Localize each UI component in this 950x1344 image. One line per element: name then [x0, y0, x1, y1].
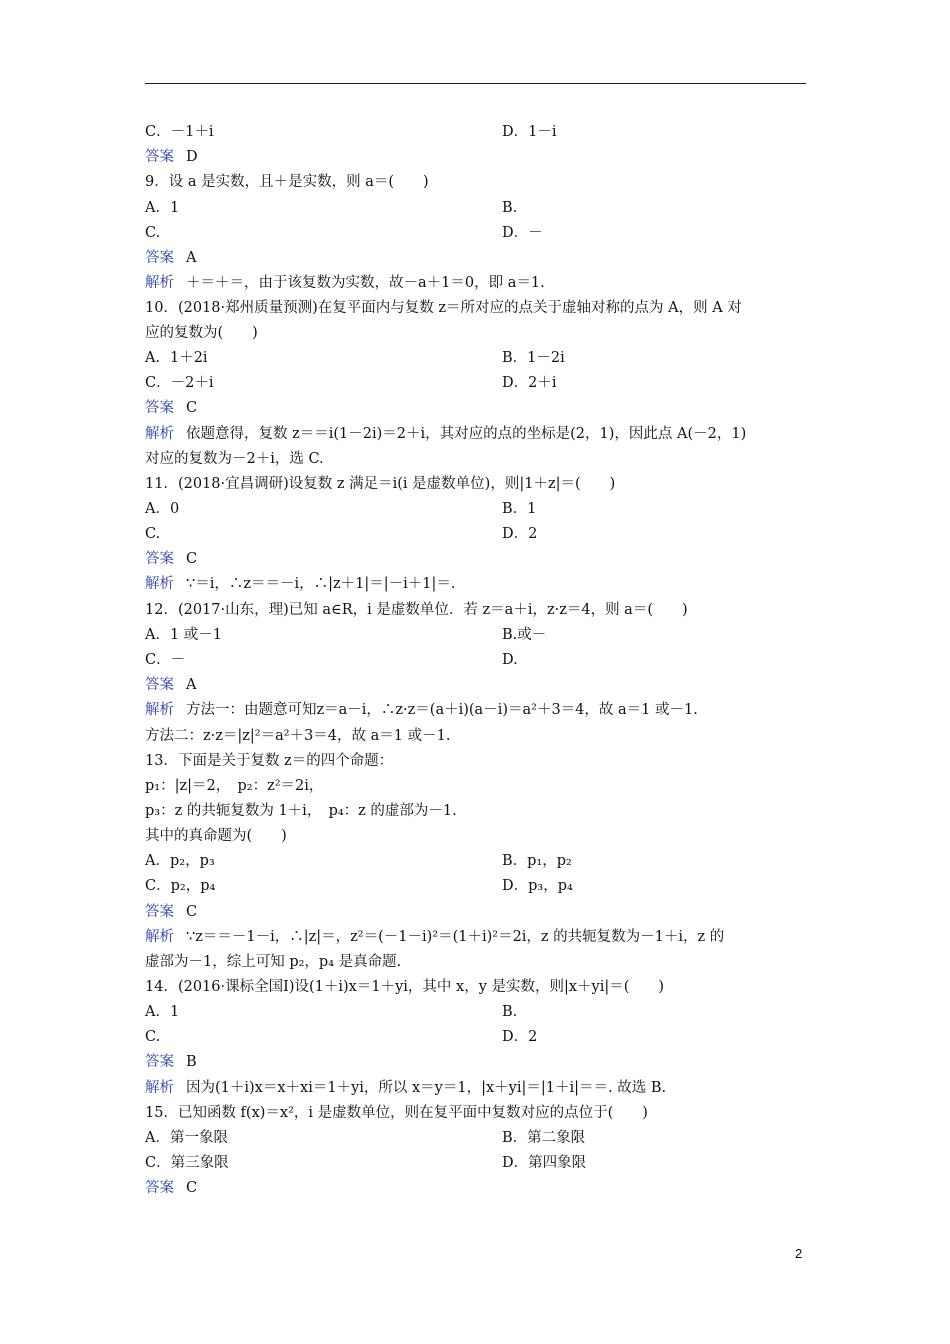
analysis-label: 解析	[145, 929, 174, 945]
option-right: D.	[502, 652, 518, 668]
text-line	[145, 549, 197, 569]
line-text: A．第一象限	[145, 1130, 228, 1146]
line-text: 因为(1＋i)x＝x＋xi＝1＋yi，所以 x＝y＝1，|x＋yi|＝|1＋i|＝＝. 故选 B.	[186, 1080, 667, 1096]
line-text: A	[186, 250, 197, 266]
analysis-label: 解析	[145, 275, 174, 291]
text-line	[145, 625, 547, 645]
text-line	[145, 323, 258, 343]
line-text: C.	[145, 1029, 161, 1045]
line-text: C	[186, 1180, 198, 1196]
line-text: 其中的真命题为( )	[145, 828, 287, 844]
option-right: B.	[502, 200, 518, 216]
text-line	[145, 675, 196, 695]
text-line	[145, 122, 557, 142]
text-line	[145, 776, 323, 796]
line-text: C.	[145, 225, 161, 241]
line-text: 14．(2016·课标全国Ⅰ)设(1＋i)x＝1＋yi，其中 x，y 是实数，则|x＋yi|＝( )	[145, 979, 665, 995]
answer-label: 答案	[145, 677, 174, 693]
line-text: A．1	[145, 1004, 180, 1020]
answer-label: 答案	[145, 904, 174, 920]
line-text: 方法一：由题意可知z＝a－i，∴z·z＝(a＋i)(a－i)＝a²＋3＝4，故 a＝1 或－1.	[186, 702, 698, 718]
text-line	[145, 1027, 538, 1047]
line-text: A．p₂，p₃	[145, 853, 215, 869]
analysis-label: 解析	[145, 576, 174, 592]
line-text: A	[186, 677, 197, 693]
option-right: B.或－	[502, 627, 547, 643]
text-line	[145, 524, 538, 544]
text-line	[145, 248, 196, 268]
text-line	[145, 927, 724, 947]
text-line	[145, 902, 197, 922]
option-right: D．2	[502, 1029, 538, 1045]
text-line	[145, 1128, 586, 1148]
header-rule	[145, 83, 806, 84]
line-text: C．－1＋i	[145, 124, 214, 140]
option-right: D．2	[502, 526, 538, 542]
line-text: C．－	[145, 652, 186, 668]
text-line	[145, 726, 450, 746]
text-line	[145, 1002, 518, 1022]
analysis-label: 解析	[145, 426, 174, 442]
option-right: D．p₃，p₄	[502, 878, 573, 894]
line-text: 15．已知函数 f(x)＝x²，i 是虚数单位，则在复平面中复数对应的点位于( )	[145, 1105, 648, 1121]
option-right: D．第四象限	[502, 1155, 587, 1171]
line-text: A．1＋2i	[145, 350, 208, 366]
text-line	[145, 474, 615, 494]
text-line	[145, 273, 545, 293]
text-line	[145, 977, 664, 997]
line-text: 9．设 a 是实数，且＋是实数，则 a＝( )	[145, 174, 429, 190]
answer-label: 答案	[145, 551, 174, 567]
line-text: D	[186, 149, 198, 165]
text-line	[145, 1103, 648, 1123]
text-line	[145, 198, 518, 218]
option-right: B．第二象限	[502, 1130, 586, 1146]
text-line	[145, 1078, 666, 1098]
text-line	[145, 700, 698, 720]
answer-label: 答案	[145, 1180, 174, 1196]
line-text: A．0	[145, 501, 180, 517]
line-text: 12．(2017·山东，理)已知 a∈R，i 是虚数单位．若 z＝a＋i，z·z＝4，则 a＝( )	[145, 602, 688, 618]
page-number: 2	[795, 1246, 803, 1261]
line-text: 10．(2018·郑州质量预测)在复平面内与复数 z＝所对应的点关于虚轴对称的点为 A，则 A 对	[145, 300, 742, 316]
text-line	[145, 1178, 197, 1198]
text-line	[145, 449, 324, 469]
text-line	[145, 751, 393, 771]
text-line	[145, 876, 573, 896]
text-line	[145, 348, 565, 368]
line-text: C．－2＋i	[145, 375, 214, 391]
text-line	[145, 851, 572, 871]
line-text: p₃：z 的共轭复数为 1＋i， p₄：z 的虚部为－1.	[145, 803, 457, 819]
text-line	[145, 801, 457, 821]
line-text: p₁：|z|＝2， p₂：z²＝2i，	[145, 778, 324, 794]
option-right: D．2＋i	[502, 375, 557, 391]
line-text: ∵z＝＝－1－i，∴|z|＝，z²＝(－1－i)²＝(1＋i)²＝2i，z 的共轭复数为－1＋i，z 的	[186, 929, 725, 945]
line-text: C．第三象限	[145, 1155, 229, 1171]
option-right: B．1－2i	[502, 350, 565, 366]
line-text: B	[186, 1054, 197, 1070]
line-text: A．1 或－1	[145, 627, 223, 643]
line-text: 13．下面是关于复数 z＝的四个命题：	[145, 753, 394, 769]
line-text: 11．(2018·宜昌调研)设复数 z 满足＝i(i 是虚数单位)，则|1＋z|＝( )	[145, 476, 616, 492]
line-text: C	[186, 551, 198, 567]
answer-label: 答案	[145, 400, 174, 416]
text-line	[145, 172, 429, 192]
answer-label: 答案	[145, 149, 174, 165]
text-line	[145, 1153, 587, 1173]
line-text: C．p₂，p₄	[145, 878, 216, 894]
text-line	[145, 1052, 197, 1072]
line-text: 应的复数为( )	[145, 325, 258, 341]
text-line	[145, 223, 543, 243]
line-text: ＋＝＋＝，由于该复数为实数，故－a＋1＝0，即 a＝1.	[186, 275, 545, 291]
line-text: 虚部为－1，综上可知 p₂，p₄ 是真命题.	[145, 954, 402, 970]
option-right: B.	[502, 1004, 518, 1020]
analysis-label: 解析	[145, 702, 174, 718]
line-text: A．1	[145, 200, 180, 216]
text-line	[145, 398, 197, 418]
line-text: 依题意得，复数 z＝＝i(1－2i)＝2＋i，其对应的点的坐标是(2，1)，因此点 A(－2，1)	[186, 426, 747, 442]
line-text: ∵＝i，∴z＝＝－i，∴|z＋1|＝|－i＋1|＝.	[186, 576, 456, 592]
line-text: C	[186, 400, 198, 416]
line-text: C.	[145, 526, 161, 542]
option-right: B．1	[502, 501, 537, 517]
text-line	[145, 952, 401, 972]
text-line	[145, 574, 456, 594]
text-line	[145, 373, 557, 393]
line-text: C	[186, 904, 198, 920]
text-line	[145, 147, 198, 167]
text-line	[145, 826, 287, 846]
line-text: 对应的复数为－2＋i，选 C.	[145, 451, 324, 467]
text-line	[145, 650, 518, 670]
option-right: B．p₁，p₂	[502, 853, 572, 869]
text-line	[145, 499, 537, 519]
option-right: D．－	[502, 225, 543, 241]
analysis-label: 解析	[145, 1080, 174, 1096]
line-text: 方法二：z·z＝|z|²＝a²＋3＝4，故 a＝1 或－1.	[145, 728, 451, 744]
option-right: D．1－i	[502, 124, 557, 140]
text-line	[145, 298, 742, 318]
answer-label: 答案	[145, 250, 174, 266]
text-line	[145, 424, 746, 444]
answer-label: 答案	[145, 1054, 174, 1070]
text-line	[145, 600, 688, 620]
